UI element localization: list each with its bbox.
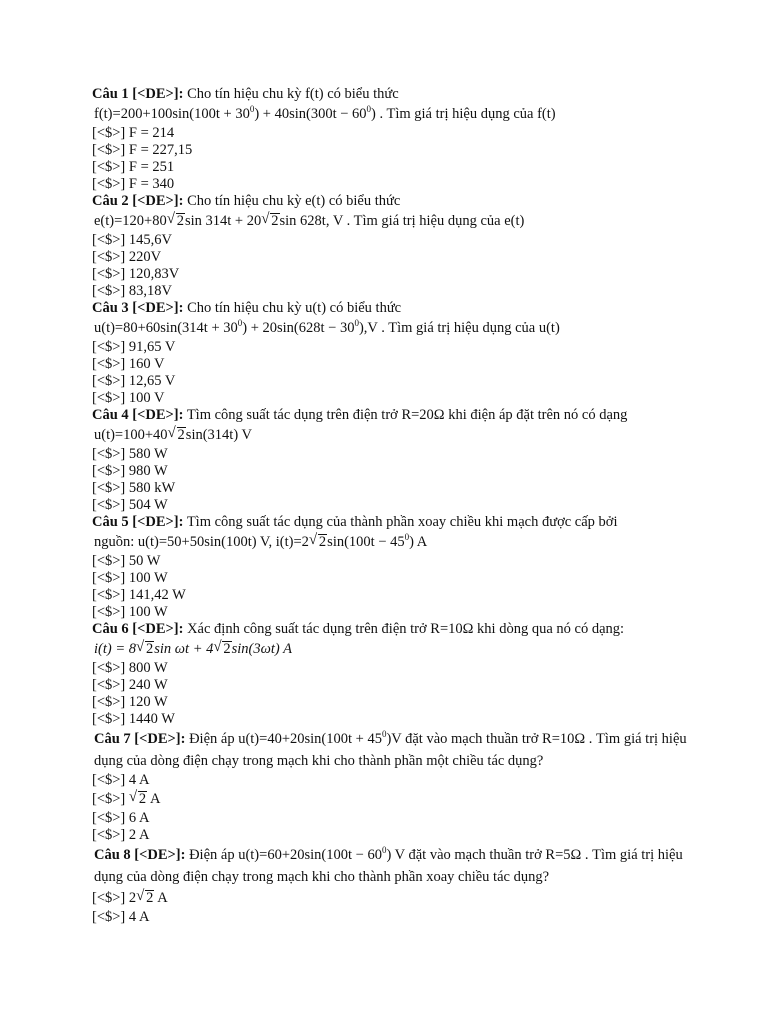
question-tag: [<DE>]: xyxy=(132,86,184,102)
question-1-formula: $f(t)=200+100\sin(100t + 30^0) + 40\sin(300t - 60^0)$ . Tìm giá trị hiệu dụng của f(t) xyxy=(94,104,556,122)
question-6-formula: i(t) = 8√ 2sin ωt + 4√ 2sin(3ωt) A xyxy=(92,638,692,660)
question-number: Câu 2 xyxy=(92,193,129,209)
question-tag: [<DE>]: xyxy=(132,193,184,209)
question-5-formula: nguồn: u(t)=50+50sin(100t) V, i(t)=2√ $2\sin(100t - 45^0)$ A xyxy=(92,531,692,553)
answer-option[interactable]: [<$>] 120 W xyxy=(92,694,168,710)
answer-option[interactable]: [<$>] 2 A xyxy=(92,827,150,843)
question-3-formula: $u(t)=80+60\sin(314t + 30^0) + 20\sin(628t - 30^0),V$ . Tìm giá trị hiệu dụng của u(t) xyxy=(94,318,560,336)
sqrt-symbol: √ 2 xyxy=(262,210,279,232)
question-tag: [<DE>]: xyxy=(134,731,186,747)
answer-option[interactable]: [<$>] F = 340 xyxy=(92,176,175,192)
question-number: Câu 6 xyxy=(92,621,129,637)
question-1-prompt xyxy=(92,86,692,103)
answer-option[interactable]: [<$>] 4 A xyxy=(92,909,150,925)
question-4 xyxy=(92,407,692,514)
answer-option[interactable]: [<$>] 120,83V xyxy=(92,266,180,282)
answer-option[interactable]: [<$>] 100 V xyxy=(92,390,165,406)
question-2-prompt xyxy=(92,193,692,210)
sqrt-symbol: √ 2 xyxy=(137,888,154,909)
sqrt-symbol: √ 2 xyxy=(137,638,154,660)
sqrt-symbol: √ 2 xyxy=(214,638,231,660)
question-text: Xác định công suất tác dụng trên điện trở R=10Ω khi dòng qua nó có dạng: xyxy=(183,621,625,637)
question-tag: [<DE>]: xyxy=(132,300,184,316)
question-3-prompt xyxy=(92,300,692,317)
question-text: Cho tín hiệu chu kỳ u(t) có biểu thức xyxy=(183,300,402,316)
answer-option[interactable]: [<$>] 800 W xyxy=(92,660,168,676)
question-text: Cho tín hiệu chu kỳ e(t) có biểu thức xyxy=(183,193,401,209)
question-number: Câu 1 xyxy=(92,86,129,102)
answer-option[interactable]: [<$>] 2√ 2 A xyxy=(92,888,692,909)
answer-option[interactable]: [<$>] 580 W xyxy=(92,446,168,462)
question-tag: [<DE>]: xyxy=(132,621,184,637)
question-text: Tìm công suất tác dụng của thành phần xoay chiều khi mạch được cấp bởi xyxy=(183,514,618,530)
answer-option[interactable]: [<$>] 91,65 V xyxy=(92,339,176,355)
answer-option[interactable]: [<$>] 980 W xyxy=(92,463,168,479)
question-7-prompt: Câu 7 [<DE>]: Điện áp $u(t)=40+20\sin(100t + 45^0)V$ đặt vào mạch thuần trở R=10Ω . Tìm giá trị hiệu dụng của dòng điện chạy trong mạch khi cho thành phần một chiều tác dụng? xyxy=(94,729,687,769)
answer-option[interactable]: [<$>] √ 2 A xyxy=(92,789,692,810)
question-text: Cho tín hiệu chu kỳ f(t) có biểu thức xyxy=(183,86,399,102)
answer-option[interactable]: [<$>] 4 A xyxy=(92,772,150,788)
answer-option[interactable]: [<$>] 240 W xyxy=(92,677,168,693)
answer-option[interactable]: [<$>] 83,18V xyxy=(92,283,172,299)
answer-option[interactable]: [<$>] F = 251 xyxy=(92,159,175,175)
question-number: Câu 8 xyxy=(94,847,131,863)
answer-option[interactable]: [<$>] 50 W xyxy=(92,553,161,569)
answer-option[interactable]: [<$>] 100 W xyxy=(92,604,168,620)
question-8-prompt: Câu 8 [<DE>]: Điện áp $u(t)=60+20\sin(100t - 60^0)$ V đặt vào mạch thuần trở R=5Ω . Tìm giá trị hiệu dụng của dòng điện chạy trong mạch khi cho thành phần xoay chiều tác dụng? xyxy=(94,845,683,885)
answer-option[interactable]: [<$>] 504 W xyxy=(92,497,168,513)
question-tag: [<DE>]: xyxy=(132,407,184,423)
question-number: Câu 4 xyxy=(92,407,129,423)
answer-option[interactable]: [<$>] 12,65 V xyxy=(92,373,176,389)
question-tag: [<DE>]: xyxy=(134,847,186,863)
answer-option[interactable]: [<$>] 100 W xyxy=(92,570,168,586)
answer-option[interactable]: [<$>] 145,6V xyxy=(92,232,172,248)
question-6 xyxy=(92,621,692,728)
question-text: Tìm công suất tác dụng trên điện trở R=20Ω khi điện áp đặt trên nó có dạng xyxy=(183,407,628,423)
answer-option[interactable]: [<$>] F = 227,15 xyxy=(92,142,193,158)
answer-option[interactable]: [<$>] F = 214 xyxy=(92,125,175,141)
question-2-formula: e(t)=120+80√ 2sin 314t + 20√ 2sin 628t, V . Tìm giá trị hiệu dụng của e(t) xyxy=(92,210,692,232)
answer-option[interactable]: [<$>] 6 A xyxy=(92,810,150,826)
question-1 xyxy=(92,86,692,193)
answer-option[interactable]: [<$>] 220V xyxy=(92,249,162,265)
question-number: Câu 5 xyxy=(92,514,129,530)
answer-option[interactable]: [<$>] 160 V xyxy=(92,356,165,372)
sqrt-symbol: √ 2 xyxy=(130,789,147,810)
question-4-formula: u(t)=100+40√ 2sin(314t) V xyxy=(92,424,692,446)
answer-option[interactable]: [<$>] 1440 W xyxy=(92,711,175,727)
question-2 xyxy=(92,193,692,300)
question-7 xyxy=(92,728,692,844)
answer-option[interactable]: [<$>] 141,42 W xyxy=(92,587,186,603)
question-5-prompt xyxy=(92,514,692,531)
sqrt-symbol: √ 2 xyxy=(169,424,186,446)
sqrt-symbol: √ 2 xyxy=(310,531,327,553)
question-number: Câu 3 xyxy=(92,300,129,316)
question-3 xyxy=(92,300,692,407)
sqrt-symbol: √ 2 xyxy=(168,210,185,232)
document-page xyxy=(92,86,692,926)
question-8 xyxy=(92,844,692,926)
answer-option[interactable]: [<$>] 580 kW xyxy=(92,480,176,496)
question-tag: [<DE>]: xyxy=(132,514,184,530)
question-number: Câu 7 xyxy=(94,731,131,747)
question-5 xyxy=(92,514,692,621)
question-4-prompt xyxy=(92,407,692,424)
question-6-prompt xyxy=(92,621,692,638)
